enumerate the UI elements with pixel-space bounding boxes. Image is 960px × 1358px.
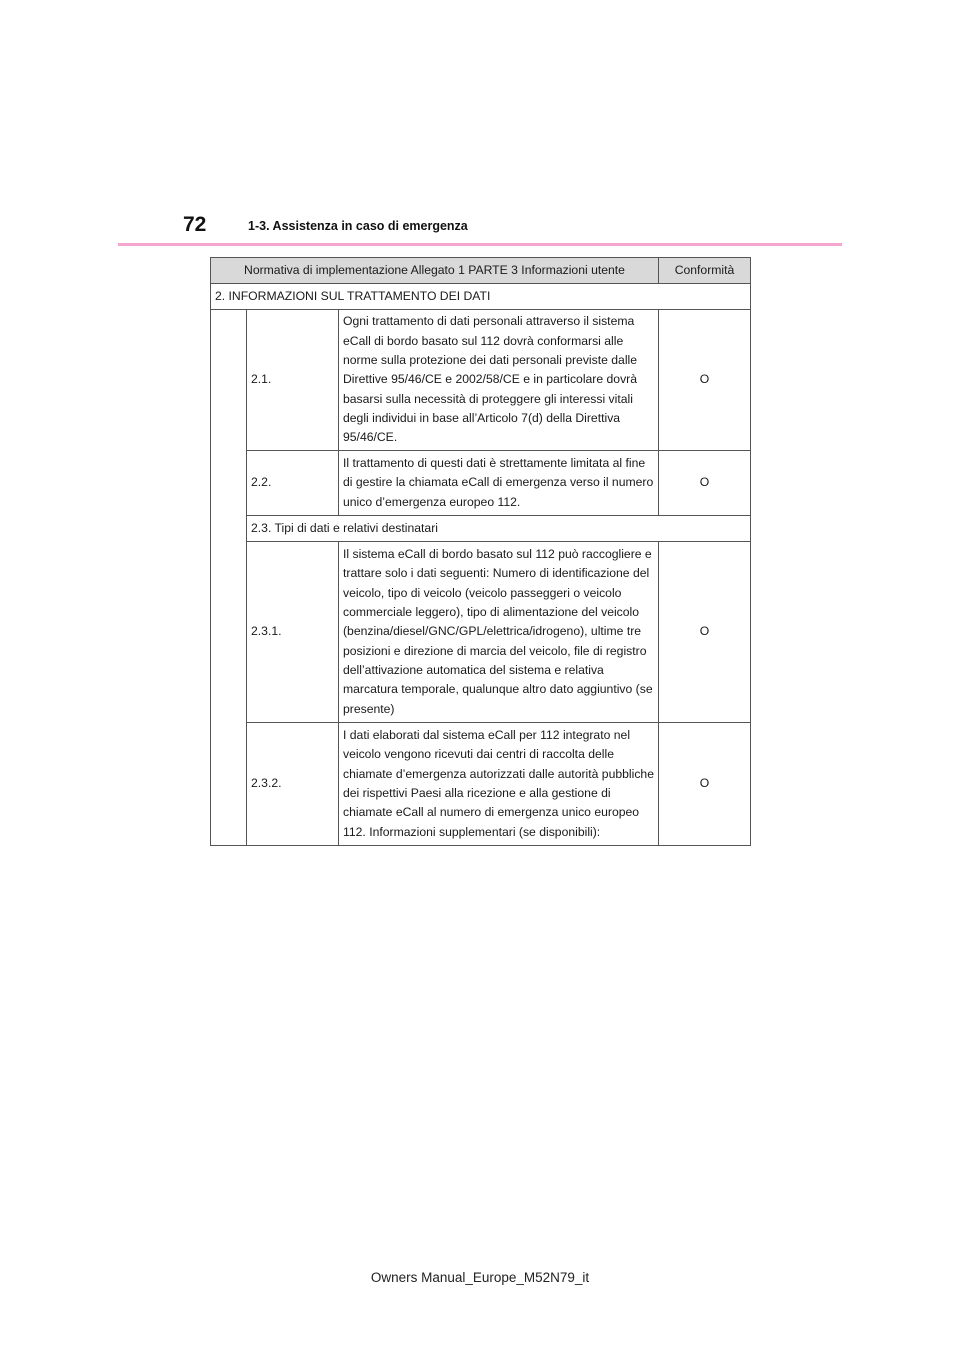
row-text: I dati elaborati dal sistema eCall per 112 integrato nel veicolo vengono ricevuti dai centri di raccolta delle chiamate d’emergenza autorizzati dalle autorità pubbliche dei rispettivi Paesi alla ricezione e alla gestione di chiamate eCall al numero di emergenza unico europeo 112. Informazioni supplementari (se disponibili): — [339, 723, 659, 846]
column-header-conformity: Conformità — [659, 258, 751, 284]
column-header-regulation: Normativa di implementazione Allegato 1 PARTE 3 Informazioni utente — [211, 258, 659, 284]
section-heading-2-3: 2.3. Tipi di dati e relativi destinatari — [247, 516, 751, 542]
table-header-row — [211, 258, 751, 284]
row-id: 2.3.2. — [247, 723, 339, 846]
table-row — [211, 310, 751, 451]
row-id: 2.3.1. — [247, 542, 339, 723]
row-id: 2.2. — [247, 451, 339, 516]
row-text: Il sistema eCall di bordo basato sul 112 può raccogliere e trattare solo i dati seguenti: Numero di identificazione del veicolo, tipo di veicolo (veicolo passeggeri o veicolo commerciale leggero), tipo di alimentazione del veicolo (benzina/diesel/GNC/GPL/elettrica/idrogeno), ultime tre posizioni e direzione di marcia del veicolo, file di registro dell’attivazione automatica del sistema e relativa marcatura temporale, qualunque altro dato aggiuntivo (se presente) — [339, 542, 659, 723]
row-conformity: O — [659, 723, 751, 846]
table-row-section — [211, 516, 751, 542]
section-title: 1-3. Assistenza in caso di emergenza — [248, 219, 468, 233]
regulation-table — [210, 257, 751, 846]
indent-cell — [211, 310, 247, 846]
table-row — [211, 542, 751, 723]
table-row-section — [211, 284, 751, 310]
row-id: 2.1. — [247, 310, 339, 451]
page-number: 72 — [183, 213, 207, 236]
row-conformity: O — [659, 310, 751, 451]
row-conformity: O — [659, 542, 751, 723]
section-heading-2: 2. INFORMAZIONI SUL TRATTAMENTO DEI DATI — [211, 284, 751, 310]
footer-manual-id: Owners Manual_Europe_M52N79_it — [370, 1270, 590, 1285]
row-text: Il trattamento di questi dati è strettamente limitata al fine di gestire la chiamata eCall di emergenza verso il numero unico d’emergenza europeo 112. — [339, 451, 659, 516]
table-row — [211, 451, 751, 516]
header-divider — [118, 243, 842, 246]
row-text: Ogni trattamento di dati personali attraverso il sistema eCall di bordo basato sul 112 dovrà conformarsi alle norme sulla protezione dei dati personali previste dalle Direttive 95/46/CE e 2002/58/CE e in particolare dovrà basarsi sulla necessità di proteggere gli interessi vitali degli individui in base all’Articolo 7(d) della Direttiva 95/46/CE. — [339, 310, 659, 451]
row-conformity: O — [659, 451, 751, 516]
table-row — [211, 723, 751, 846]
